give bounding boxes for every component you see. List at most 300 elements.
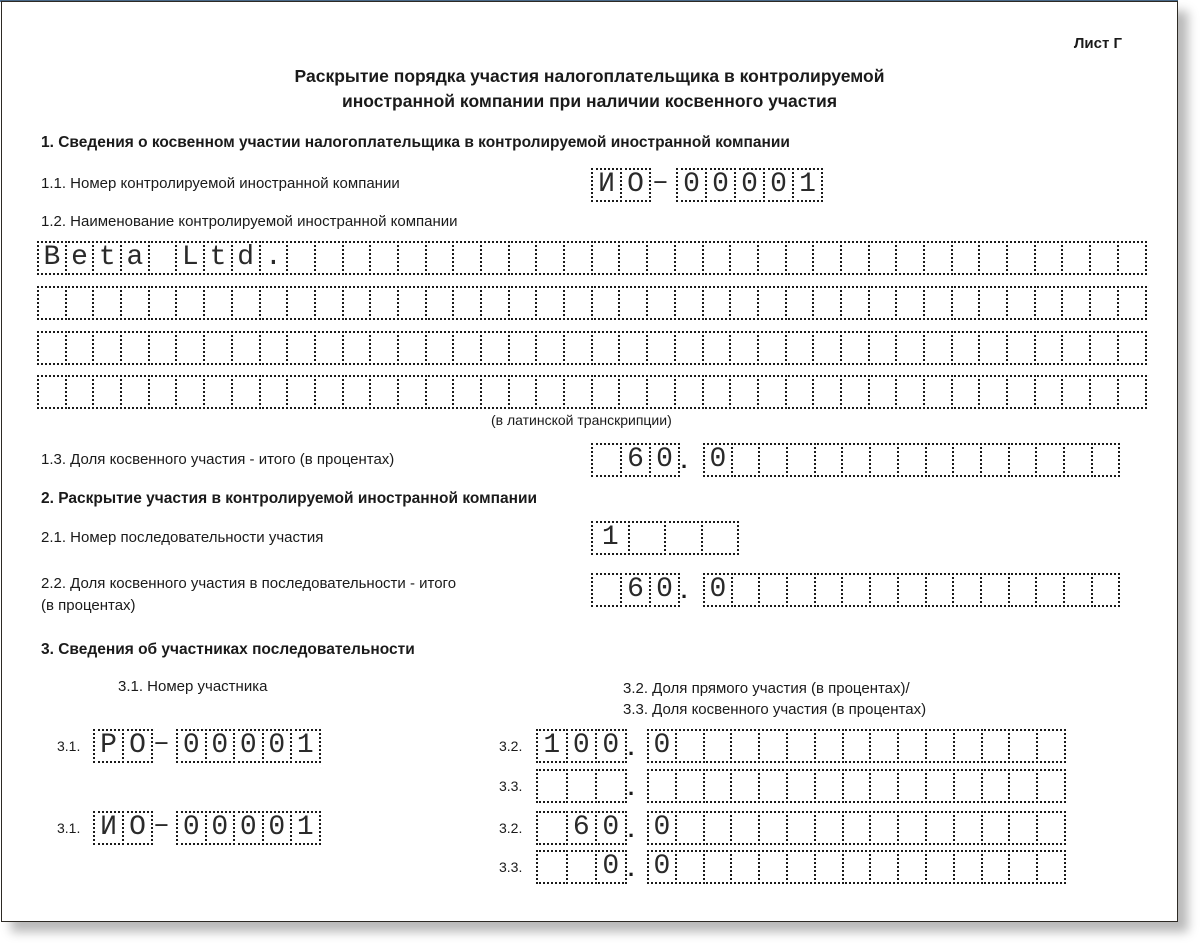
char-cell[interactable]: 0 — [595, 729, 627, 763]
char-cell[interactable]: 0 — [176, 729, 207, 763]
char-cell[interactable] — [675, 811, 705, 845]
char-cell[interactable] — [701, 521, 740, 555]
char-cell[interactable] — [730, 850, 760, 884]
char-cell[interactable] — [981, 769, 1011, 803]
char-cell[interactable]: 6 — [566, 811, 598, 845]
char-cell[interactable] — [508, 331, 538, 365]
char-cell[interactable] — [618, 241, 648, 275]
char-cell[interactable] — [953, 850, 983, 884]
char-cell[interactable] — [535, 375, 565, 409]
char-cell[interactable] — [702, 241, 732, 275]
char-cell[interactable] — [1117, 331, 1147, 365]
char-cell[interactable] — [786, 811, 816, 845]
char-cell[interactable] — [120, 375, 150, 409]
participant-1-indirect-fraction[interactable] — [647, 769, 1066, 803]
char-cell[interactable] — [840, 331, 870, 365]
char-cell[interactable] — [702, 331, 732, 365]
char-cell[interactable] — [203, 286, 233, 320]
char-cell[interactable]: И — [591, 168, 622, 202]
char-cell[interactable] — [425, 375, 455, 409]
char-cell[interactable] — [148, 241, 178, 275]
char-cell[interactable] — [646, 241, 676, 275]
char-cell[interactable] — [951, 241, 981, 275]
participant-1-number[interactable] — [176, 729, 321, 763]
char-cell[interactable]: 0 — [205, 729, 236, 763]
char-cell[interactable] — [535, 286, 565, 320]
char-cell[interactable] — [814, 850, 844, 884]
char-cell[interactable] — [1061, 286, 1091, 320]
char-cell[interactable] — [731, 573, 761, 607]
char-cell[interactable] — [92, 331, 122, 365]
char-cell[interactable] — [786, 443, 816, 477]
participant-2-number[interactable] — [176, 811, 321, 845]
char-cell[interactable] — [508, 375, 538, 409]
char-cell[interactable] — [536, 769, 568, 803]
char-cell[interactable]: 0 — [734, 168, 765, 202]
char-cell[interactable] — [1036, 769, 1066, 803]
char-cell[interactable] — [231, 286, 261, 320]
char-cell[interactable] — [37, 331, 67, 365]
char-cell[interactable] — [674, 286, 704, 320]
char-cell[interactable] — [591, 375, 621, 409]
char-cell[interactable] — [951, 286, 981, 320]
char-cell[interactable] — [92, 375, 122, 409]
char-cell[interactable]: 0 — [262, 811, 293, 845]
char-cell[interactable] — [703, 729, 733, 763]
char-cell[interactable] — [646, 331, 676, 365]
participant-1-direct-fraction[interactable] — [647, 729, 1066, 763]
char-cell[interactable]: 0 — [205, 811, 236, 845]
char-cell[interactable] — [425, 241, 455, 275]
char-cell[interactable] — [1091, 443, 1121, 477]
char-cell[interactable] — [868, 331, 898, 365]
char-cell[interactable]: 0 — [705, 168, 736, 202]
char-cell[interactable] — [757, 375, 787, 409]
char-cell[interactable] — [508, 286, 538, 320]
char-cell[interactable] — [868, 286, 898, 320]
char-cell[interactable]: 0 — [262, 729, 293, 763]
char-cell[interactable] — [869, 850, 899, 884]
char-cell[interactable] — [897, 729, 927, 763]
char-cell[interactable] — [952, 443, 982, 477]
char-cell[interactable] — [730, 729, 760, 763]
char-cell[interactable] — [203, 331, 233, 365]
char-cell[interactable] — [730, 811, 760, 845]
char-cell[interactable] — [480, 331, 510, 365]
char-cell[interactable] — [925, 573, 955, 607]
char-cell[interactable] — [646, 286, 676, 320]
char-cell[interactable] — [897, 811, 927, 845]
char-cell[interactable]: 0 — [233, 729, 264, 763]
char-cell[interactable] — [591, 443, 622, 477]
char-cell[interactable] — [703, 769, 733, 803]
char-cell[interactable] — [841, 443, 871, 477]
char-cell[interactable] — [730, 769, 760, 803]
char-cell[interactable] — [757, 286, 787, 320]
char-cell[interactable] — [480, 375, 510, 409]
char-cell[interactable] — [508, 241, 538, 275]
char-cell[interactable]: 6 — [620, 443, 651, 477]
char-cell[interactable] — [978, 331, 1008, 365]
char-cell[interactable] — [731, 443, 761, 477]
char-cell[interactable] — [1034, 331, 1064, 365]
char-cell[interactable] — [786, 769, 816, 803]
char-cell[interactable] — [1008, 573, 1038, 607]
char-cell[interactable] — [231, 331, 261, 365]
char-cell[interactable] — [1036, 729, 1066, 763]
char-cell[interactable] — [674, 331, 704, 365]
char-cell[interactable] — [675, 769, 705, 803]
char-cell[interactable] — [868, 375, 898, 409]
char-cell[interactable] — [978, 241, 1008, 275]
char-cell[interactable] — [618, 375, 648, 409]
char-cell[interactable]: t — [92, 241, 122, 275]
char-cell[interactable] — [120, 331, 150, 365]
char-cell[interactable]: 6 — [620, 573, 651, 607]
char-cell[interactable] — [981, 729, 1011, 763]
field-1-1-prefix[interactable] — [591, 168, 651, 202]
char-cell[interactable] — [953, 729, 983, 763]
char-cell[interactable] — [342, 286, 372, 320]
char-cell[interactable] — [703, 811, 733, 845]
char-cell[interactable] — [342, 241, 372, 275]
char-cell[interactable] — [895, 331, 925, 365]
char-cell[interactable] — [758, 573, 788, 607]
char-cell[interactable] — [1036, 811, 1066, 845]
char-cell[interactable]: 0 — [595, 811, 627, 845]
char-cell[interactable] — [203, 375, 233, 409]
char-cell[interactable]: О — [620, 168, 651, 202]
char-cell[interactable] — [758, 769, 788, 803]
char-cell[interactable] — [758, 811, 788, 845]
char-cell[interactable] — [1008, 769, 1038, 803]
char-cell[interactable]: 1 — [290, 729, 321, 763]
char-cell[interactable] — [812, 375, 842, 409]
char-cell[interactable] — [314, 375, 344, 409]
char-cell[interactable] — [563, 375, 593, 409]
char-cell[interactable] — [757, 241, 787, 275]
char-cell[interactable] — [814, 769, 844, 803]
char-cell[interactable] — [452, 331, 482, 365]
char-cell[interactable] — [814, 443, 844, 477]
char-cell[interactable] — [664, 521, 703, 555]
field-2-2-integer[interactable] — [591, 573, 680, 607]
char-cell[interactable] — [895, 286, 925, 320]
char-cell[interactable] — [785, 375, 815, 409]
char-cell[interactable] — [842, 769, 872, 803]
char-cell[interactable] — [1036, 850, 1066, 884]
char-cell[interactable] — [566, 850, 598, 884]
char-cell[interactable] — [647, 769, 677, 803]
char-cell[interactable]: B — [37, 241, 67, 275]
company-name-row[interactable] — [37, 331, 1147, 365]
char-cell[interactable]: О — [122, 729, 153, 763]
char-cell[interactable] — [785, 286, 815, 320]
participant-2-indirect-integer[interactable] — [536, 850, 627, 884]
char-cell[interactable] — [148, 375, 178, 409]
char-cell[interactable] — [536, 850, 568, 884]
char-cell[interactable] — [1008, 850, 1038, 884]
char-cell[interactable] — [628, 521, 667, 555]
char-cell[interactable] — [120, 286, 150, 320]
char-cell[interactable] — [65, 375, 95, 409]
char-cell[interactable] — [397, 375, 427, 409]
char-cell[interactable]: 0 — [233, 811, 264, 845]
char-cell[interactable] — [536, 811, 568, 845]
char-cell[interactable] — [923, 286, 953, 320]
char-cell[interactable] — [981, 811, 1011, 845]
char-cell[interactable] — [923, 331, 953, 365]
char-cell[interactable] — [869, 573, 899, 607]
participant-1-direct-integer[interactable] — [536, 729, 627, 763]
company-name-row[interactable] — [37, 286, 1147, 320]
char-cell[interactable] — [1117, 375, 1147, 409]
char-cell[interactable] — [1117, 241, 1147, 275]
char-cell[interactable] — [978, 375, 1008, 409]
char-cell[interactable] — [842, 850, 872, 884]
char-cell[interactable] — [758, 443, 788, 477]
char-cell[interactable] — [563, 331, 593, 365]
char-cell[interactable] — [397, 241, 427, 275]
char-cell[interactable] — [923, 241, 953, 275]
char-cell[interactable] — [675, 850, 705, 884]
char-cell[interactable]: И — [93, 811, 124, 845]
char-cell[interactable] — [92, 286, 122, 320]
company-name-row[interactable] — [37, 375, 1147, 409]
char-cell[interactable]: 0 — [676, 168, 707, 202]
char-cell[interactable] — [1061, 375, 1091, 409]
char-cell[interactable] — [897, 850, 927, 884]
char-cell[interactable] — [1089, 241, 1119, 275]
char-cell[interactable] — [951, 331, 981, 365]
char-cell[interactable]: t — [203, 241, 233, 275]
char-cell[interactable] — [785, 331, 815, 365]
char-cell[interactable] — [758, 729, 788, 763]
char-cell[interactable] — [758, 850, 788, 884]
char-cell[interactable] — [786, 729, 816, 763]
char-cell[interactable] — [259, 286, 289, 320]
char-cell[interactable] — [65, 286, 95, 320]
char-cell[interactable] — [175, 286, 205, 320]
char-cell[interactable] — [1008, 729, 1038, 763]
char-cell[interactable] — [729, 375, 759, 409]
char-cell[interactable] — [618, 331, 648, 365]
char-cell[interactable] — [148, 286, 178, 320]
char-cell[interactable] — [869, 769, 899, 803]
char-cell[interactable] — [231, 375, 261, 409]
char-cell[interactable] — [480, 286, 510, 320]
char-cell[interactable] — [703, 850, 733, 884]
char-cell[interactable] — [1035, 443, 1065, 477]
char-cell[interactable] — [314, 286, 344, 320]
char-cell[interactable] — [1035, 573, 1065, 607]
char-cell[interactable] — [259, 375, 289, 409]
char-cell[interactable] — [729, 241, 759, 275]
char-cell[interactable] — [1006, 331, 1036, 365]
char-cell[interactable] — [814, 573, 844, 607]
char-cell[interactable] — [953, 769, 983, 803]
char-cell[interactable] — [785, 241, 815, 275]
char-cell[interactable]: L — [175, 241, 205, 275]
char-cell[interactable]: О — [122, 811, 153, 845]
char-cell[interactable] — [591, 331, 621, 365]
char-cell[interactable]: 1 — [536, 729, 568, 763]
char-cell[interactable] — [952, 573, 982, 607]
char-cell[interactable] — [842, 811, 872, 845]
participant-2-prefix[interactable] — [93, 811, 153, 845]
char-cell[interactable]: 0 — [649, 443, 680, 477]
char-cell[interactable] — [563, 286, 593, 320]
char-cell[interactable] — [591, 241, 621, 275]
char-cell[interactable] — [425, 286, 455, 320]
char-cell[interactable] — [646, 375, 676, 409]
char-cell[interactable] — [840, 375, 870, 409]
participant-2-direct-fraction[interactable] — [647, 811, 1066, 845]
char-cell[interactable] — [1063, 573, 1093, 607]
field-2-2-fraction[interactable] — [703, 573, 1120, 607]
char-cell[interactable] — [342, 375, 372, 409]
char-cell[interactable] — [342, 331, 372, 365]
char-cell[interactable] — [757, 331, 787, 365]
char-cell[interactable] — [37, 375, 67, 409]
char-cell[interactable] — [812, 241, 842, 275]
char-cell[interactable] — [369, 375, 399, 409]
char-cell[interactable] — [812, 331, 842, 365]
char-cell[interactable] — [702, 375, 732, 409]
char-cell[interactable] — [595, 769, 627, 803]
char-cell[interactable] — [897, 769, 927, 803]
char-cell[interactable] — [675, 729, 705, 763]
char-cell[interactable]: 0 — [647, 811, 677, 845]
char-cell[interactable] — [397, 331, 427, 365]
char-cell[interactable] — [452, 375, 482, 409]
char-cell[interactable] — [786, 850, 816, 884]
char-cell[interactable] — [452, 241, 482, 275]
char-cell[interactable] — [925, 769, 955, 803]
char-cell[interactable] — [840, 241, 870, 275]
char-cell[interactable] — [1008, 443, 1038, 477]
char-cell[interactable] — [895, 241, 925, 275]
char-cell[interactable] — [1034, 241, 1064, 275]
char-cell[interactable]: 0 — [176, 811, 207, 845]
char-cell[interactable] — [925, 850, 955, 884]
char-cell[interactable] — [566, 769, 598, 803]
char-cell[interactable]: Р — [93, 729, 124, 763]
char-cell[interactable]: 0 — [649, 573, 680, 607]
char-cell[interactable]: a — [120, 241, 150, 275]
char-cell[interactable] — [981, 850, 1011, 884]
char-cell[interactable] — [1034, 375, 1064, 409]
char-cell[interactable] — [1089, 331, 1119, 365]
field-1-3-integer[interactable] — [591, 443, 680, 477]
char-cell[interactable] — [1006, 375, 1036, 409]
char-cell[interactable] — [1063, 443, 1093, 477]
char-cell[interactable] — [840, 286, 870, 320]
char-cell[interactable]: 1 — [792, 168, 823, 202]
char-cell[interactable]: 0 — [566, 729, 598, 763]
char-cell[interactable] — [729, 331, 759, 365]
char-cell[interactable] — [978, 286, 1008, 320]
char-cell[interactable]: 1 — [591, 521, 630, 555]
char-cell[interactable] — [591, 286, 621, 320]
char-cell[interactable] — [869, 811, 899, 845]
char-cell[interactable]: 0 — [647, 729, 677, 763]
char-cell[interactable] — [869, 729, 899, 763]
char-cell[interactable] — [812, 286, 842, 320]
field-1-3-fraction[interactable] — [703, 443, 1120, 477]
char-cell[interactable] — [1117, 286, 1147, 320]
char-cell[interactable] — [618, 286, 648, 320]
char-cell[interactable] — [895, 375, 925, 409]
char-cell[interactable] — [1061, 331, 1091, 365]
char-cell[interactable] — [1061, 241, 1091, 275]
char-cell[interactable] — [842, 729, 872, 763]
char-cell[interactable] — [259, 331, 289, 365]
char-cell[interactable] — [286, 286, 316, 320]
char-cell[interactable] — [674, 241, 704, 275]
char-cell[interactable] — [980, 573, 1010, 607]
participant-2-direct-integer[interactable] — [536, 811, 627, 845]
char-cell[interactable] — [286, 241, 316, 275]
participant-2-indirect-fraction[interactable] — [647, 850, 1066, 884]
char-cell[interactable] — [314, 331, 344, 365]
char-cell[interactable] — [702, 286, 732, 320]
char-cell[interactable] — [1034, 286, 1064, 320]
char-cell[interactable]: 0 — [763, 168, 794, 202]
char-cell[interactable] — [814, 729, 844, 763]
char-cell[interactable] — [674, 375, 704, 409]
char-cell[interactable]: 0 — [595, 850, 627, 884]
char-cell[interactable] — [786, 573, 816, 607]
char-cell[interactable] — [369, 286, 399, 320]
char-cell[interactable] — [175, 331, 205, 365]
char-cell[interactable] — [480, 241, 510, 275]
char-cell[interactable] — [369, 241, 399, 275]
char-cell[interactable]: 1 — [290, 811, 321, 845]
char-cell[interactable] — [369, 331, 399, 365]
char-cell[interactable] — [897, 573, 927, 607]
char-cell[interactable]: e — [65, 241, 95, 275]
char-cell[interactable] — [925, 811, 955, 845]
char-cell[interactable] — [841, 573, 871, 607]
participant-1-prefix[interactable] — [93, 729, 153, 763]
char-cell[interactable]: . — [259, 241, 289, 275]
field-1-1-number[interactable] — [676, 168, 823, 202]
char-cell[interactable]: 0 — [703, 443, 733, 477]
char-cell[interactable] — [535, 331, 565, 365]
participant-1-indirect-integer[interactable] — [536, 769, 627, 803]
company-name-row[interactable] — [37, 241, 1147, 275]
char-cell[interactable] — [980, 443, 1010, 477]
char-cell[interactable] — [951, 375, 981, 409]
char-cell[interactable] — [729, 286, 759, 320]
char-cell[interactable] — [452, 286, 482, 320]
char-cell[interactable] — [1091, 573, 1121, 607]
char-cell[interactable] — [1089, 375, 1119, 409]
char-cell[interactable] — [1089, 286, 1119, 320]
char-cell[interactable] — [175, 375, 205, 409]
char-cell[interactable] — [869, 443, 899, 477]
char-cell[interactable] — [1006, 241, 1036, 275]
field-2-1-cells[interactable] — [591, 521, 739, 555]
char-cell[interactable] — [1006, 286, 1036, 320]
char-cell[interactable] — [925, 729, 955, 763]
char-cell[interactable]: 0 — [703, 573, 733, 607]
char-cell[interactable] — [1008, 811, 1038, 845]
char-cell[interactable] — [65, 331, 95, 365]
char-cell[interactable] — [37, 286, 67, 320]
char-cell[interactable] — [314, 241, 344, 275]
